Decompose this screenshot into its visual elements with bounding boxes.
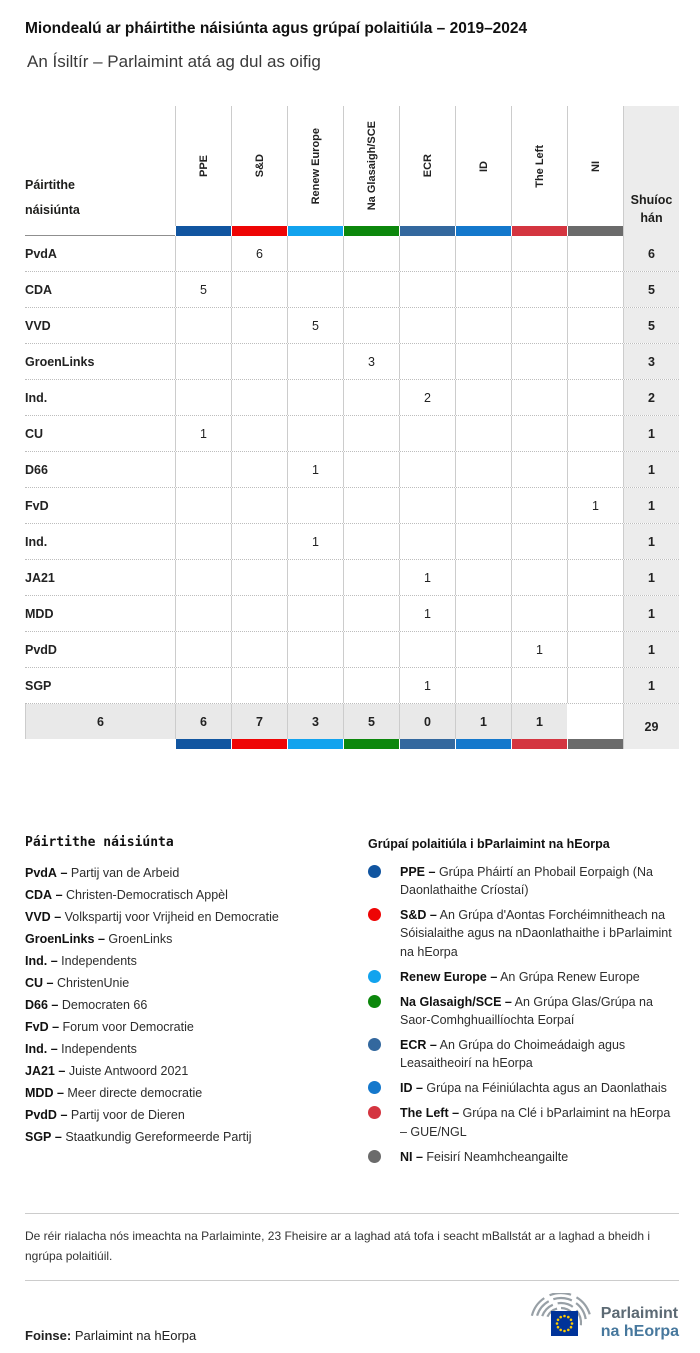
table-row <box>25 380 679 416</box>
cell <box>399 632 455 667</box>
group-color-dot <box>368 970 381 983</box>
table-row <box>25 236 679 272</box>
column-total: 7 <box>231 704 287 739</box>
column-header-ecr: ECR <box>399 106 455 226</box>
column-header-ppe: PPE <box>175 106 231 226</box>
cell <box>567 236 623 271</box>
cell <box>231 596 287 631</box>
totals-row <box>25 704 679 749</box>
cell <box>175 488 231 523</box>
cell <box>567 308 623 343</box>
cell <box>287 596 343 631</box>
group-color-dot <box>368 1038 381 1051</box>
cell <box>343 236 399 271</box>
row-label: Ind. <box>25 390 48 405</box>
legend-groups-heading: Grúpaí polaitiúla i bParlaimint na hEorpa <box>368 837 610 851</box>
legend-parties-heading: Páirtithe náisiúnta <box>25 835 174 850</box>
cell <box>567 452 623 487</box>
group-color-dot <box>368 1106 381 1119</box>
group-color-bar <box>231 739 287 749</box>
group-color-bar <box>455 739 511 749</box>
cell <box>343 668 399 703</box>
cell <box>231 632 287 667</box>
cell: 5 <box>287 308 343 343</box>
cell <box>231 452 287 487</box>
row-total: 1 <box>623 668 679 703</box>
cell: 6 <box>231 236 287 271</box>
cell <box>455 596 511 631</box>
row-label: D66 <box>25 462 48 477</box>
cell: 1 <box>287 524 343 559</box>
cell: 1 <box>399 596 455 631</box>
table-header <box>25 106 679 236</box>
row-total: 2 <box>623 380 679 415</box>
totals-label <box>567 704 623 739</box>
row-label: PvdD <box>25 642 57 657</box>
party-legend-item: D66 – Democraten 66 <box>25 998 148 1012</box>
row-label: CDA <box>25 282 53 297</box>
group-color-bar <box>175 739 231 749</box>
cell <box>175 632 231 667</box>
row-header-line2: náisiúnta <box>25 203 80 217</box>
cell <box>567 272 623 307</box>
column-total: 1 <box>455 704 511 739</box>
cell <box>455 380 511 415</box>
party-legend-item: CDA – Christen-Democratisch Appèl <box>25 888 228 902</box>
cell: 1 <box>399 560 455 595</box>
cell <box>455 524 511 559</box>
row-label: PvdA <box>25 246 57 261</box>
divider <box>25 1213 679 1214</box>
group-color-bar <box>399 226 455 236</box>
row-total: 3 <box>623 344 679 379</box>
column-header-renew: Renew Europe <box>287 106 343 226</box>
cell <box>567 632 623 667</box>
grand-total: 29 <box>623 704 679 749</box>
group-legend-item: S&D – An Grúpa d'Aontas Forchéimnitheach na Sóisialaithe agus na nDaonlathaithe i bParlaimint na hEorpa <box>368 906 679 960</box>
group-legend-item: NI – Feisirí Neamhcheangailte <box>368 1148 679 1166</box>
cell <box>343 308 399 343</box>
table-row <box>25 596 679 632</box>
cell <box>343 596 399 631</box>
cell: 2 <box>399 380 455 415</box>
page-subtitle: An Ísiltír – Parlaimint atá ag dul as oifig <box>27 52 321 71</box>
row-header-line1: Páirtithe <box>25 178 76 192</box>
cell <box>567 344 623 379</box>
cell <box>511 344 567 379</box>
row-total: 1 <box>623 416 679 451</box>
party-legend-item: FvD – Forum voor Democratie <box>25 1020 194 1034</box>
cell <box>343 380 399 415</box>
column-total: 5 <box>343 704 399 739</box>
column-total: 6 <box>175 704 231 739</box>
group-legend-item: PPE – Grúpa Pháirtí an Phobail Eorpaigh (Na Daonlathaithe Críostaí) <box>368 863 679 899</box>
cell: 1 <box>399 668 455 703</box>
group-color-bar <box>399 739 455 749</box>
group-color-bar <box>567 226 623 236</box>
row-label: GroenLinks <box>25 354 95 369</box>
cell <box>287 416 343 451</box>
cell <box>287 632 343 667</box>
row-total: 1 <box>623 596 679 631</box>
cell <box>287 344 343 379</box>
cell <box>455 452 511 487</box>
column-header-sd: S&D <box>231 106 287 226</box>
row-total: 1 <box>623 524 679 559</box>
page-title: Miondealú ar pháirtithe náisiúnta agus grúpaí polaitiúla – 2019–2024 <box>25 20 528 37</box>
cell <box>343 416 399 451</box>
cell <box>287 560 343 595</box>
group-legend-item: The Left – Grúpa na Clé i bParlaimint na hEorpa – GUE/NGL <box>368 1104 679 1140</box>
cell <box>511 272 567 307</box>
table-row <box>25 488 679 524</box>
party-legend-item: GroenLinks – GroenLinks <box>25 932 173 946</box>
table-row <box>25 344 679 380</box>
group-color-dot <box>368 865 381 878</box>
group-color-bar <box>455 226 511 236</box>
cell <box>399 344 455 379</box>
seats-table <box>25 106 679 749</box>
source-line <box>25 1328 196 1353</box>
row-label: MDD <box>25 606 54 621</box>
source-label: Foinse: <box>25 1328 72 1344</box>
party-legend-item: CU – ChristenUnie <box>25 976 130 990</box>
source-value: Parlaimint na hEorpa <box>74 1328 197 1344</box>
group-color-bar <box>343 739 399 749</box>
cell: 1 <box>567 488 623 523</box>
cell <box>287 380 343 415</box>
cell <box>343 272 399 307</box>
group-legend-item: ID – Grúpa na Féiniúlachta agus an Daonlathais <box>368 1079 679 1097</box>
ep-logo <box>523 1293 679 1353</box>
row-total: 1 <box>623 560 679 595</box>
cell <box>175 308 231 343</box>
legends <box>25 835 679 1173</box>
cell <box>231 524 287 559</box>
cell <box>567 560 623 595</box>
cell: 5 <box>175 272 231 307</box>
column-header-id: ID <box>455 106 511 226</box>
cell <box>231 308 287 343</box>
party-legend-item: VVD – Volkspartij voor Vrijheid en Democratie <box>25 910 279 924</box>
cell <box>343 452 399 487</box>
group-color-bar <box>175 226 231 236</box>
column-header-greens: Na Glasaigh/SCE <box>343 106 399 226</box>
cell <box>343 524 399 559</box>
table-row <box>25 668 679 704</box>
column-total: 3 <box>287 704 343 739</box>
party-legend-item: Ind. – Independents <box>25 954 137 968</box>
cell <box>231 416 287 451</box>
cell <box>287 488 343 523</box>
row-total: 5 <box>623 308 679 343</box>
party-legend-item: MDD – Meer directe democratie <box>25 1086 203 1100</box>
table-row <box>25 524 679 560</box>
row-label: SGP <box>25 678 52 693</box>
cell <box>343 488 399 523</box>
cell <box>511 380 567 415</box>
row-label: JA21 <box>25 570 55 585</box>
legend-national-parties <box>25 835 368 1173</box>
group-color-bar <box>287 739 343 749</box>
cell <box>399 452 455 487</box>
footer <box>25 1213 679 1353</box>
cell <box>567 524 623 559</box>
cell <box>455 344 511 379</box>
cell <box>567 416 623 451</box>
cell <box>455 632 511 667</box>
cell <box>399 236 455 271</box>
cell <box>455 236 511 271</box>
column-total: 6 <box>25 704 175 739</box>
party-legend-item: PvdD – Partij voor de Dieren <box>25 1108 185 1122</box>
group-color-dot <box>368 1150 381 1163</box>
footnote: De réir rialacha nós imeachta na Parlaiminte, 23 Fheisire ar a laghad atá tofa i seacht mBallstát ar a laghad a bheidh i ngrúpa polaitiúil. <box>25 1228 651 1263</box>
cell <box>287 272 343 307</box>
row-label: Ind. <box>25 534 48 549</box>
row-total: 1 <box>623 452 679 487</box>
cell <box>175 668 231 703</box>
cell <box>343 632 399 667</box>
cell <box>287 236 343 271</box>
column-total: 1 <box>511 704 567 739</box>
legend-political-groups <box>368 835 679 1173</box>
cell <box>175 380 231 415</box>
cell <box>511 236 567 271</box>
group-color-dot <box>368 995 381 1008</box>
cell <box>343 560 399 595</box>
group-color-bar <box>343 226 399 236</box>
cell <box>175 344 231 379</box>
cell <box>231 272 287 307</box>
table-row <box>25 272 679 308</box>
cell <box>175 452 231 487</box>
cell <box>399 524 455 559</box>
cell <box>399 308 455 343</box>
row-total: 5 <box>623 272 679 307</box>
cell <box>455 308 511 343</box>
row-label: FvD <box>25 498 49 513</box>
cell: 1 <box>175 416 231 451</box>
cell <box>511 596 567 631</box>
cell <box>455 668 511 703</box>
cell <box>231 488 287 523</box>
row-header <box>25 106 175 236</box>
row-label: VVD <box>25 318 51 333</box>
group-color-bar <box>511 226 567 236</box>
cell <box>455 488 511 523</box>
table-row <box>25 632 679 668</box>
cell <box>175 236 231 271</box>
cell <box>175 560 231 595</box>
cell <box>399 272 455 307</box>
cell <box>511 416 567 451</box>
cell <box>175 596 231 631</box>
group-color-bar <box>567 739 623 749</box>
table-row <box>25 452 679 488</box>
table-row <box>25 308 679 344</box>
cell <box>231 560 287 595</box>
column-total: 0 <box>399 704 455 739</box>
cell <box>511 452 567 487</box>
cell <box>399 488 455 523</box>
cell: 1 <box>511 632 567 667</box>
cell <box>511 560 567 595</box>
party-legend-item: SGP – Staatkundig Gereformeerde Partij <box>25 1130 252 1144</box>
group-color-bar <box>511 739 567 749</box>
cell: 3 <box>343 344 399 379</box>
row-label: CU <box>25 426 44 441</box>
seats-column-header: Shuíochán <box>623 106 679 236</box>
cell <box>399 416 455 451</box>
row-total: 1 <box>623 488 679 523</box>
cell <box>231 344 287 379</box>
group-color-dot <box>368 908 381 921</box>
ep-logo-text: Parlaimint na hEorpa <box>600 1304 679 1341</box>
party-legend-item: JA21 – Juiste Antwoord 2021 <box>25 1064 189 1078</box>
group-legend-item: Na Glasaigh/SCE – An Grúpa Glas/Grúpa na Saor-Comhghuaillíochta Eorpaí <box>368 993 679 1029</box>
group-color-dot <box>368 1081 381 1094</box>
cell <box>455 560 511 595</box>
column-header-left: The Left <box>511 106 567 226</box>
table-row <box>25 560 679 596</box>
cell <box>231 668 287 703</box>
group-legend-item: Renew Europe – An Grúpa Renew Europe <box>368 968 679 986</box>
cell <box>567 380 623 415</box>
cell <box>567 668 623 703</box>
group-color-bar <box>287 226 343 236</box>
party-legend-item: PvdA – Partij van de Arbeid <box>25 866 180 880</box>
cell <box>511 668 567 703</box>
row-total: 6 <box>623 236 679 271</box>
cell <box>287 668 343 703</box>
group-color-bar <box>231 226 287 236</box>
cell: 1 <box>287 452 343 487</box>
group-legend-item: ECR – An Grúpa do Choimeádaigh agus Leasaitheoirí na hEorpa <box>368 1036 679 1072</box>
row-total: 1 <box>623 632 679 667</box>
party-legend-item: Ind. – Independents <box>25 1042 137 1056</box>
ep-hemicycle-icon <box>523 1293 595 1353</box>
table-row <box>25 416 679 452</box>
cell <box>567 596 623 631</box>
cell <box>511 524 567 559</box>
cell <box>175 524 231 559</box>
cell <box>231 380 287 415</box>
column-header-ni: NI <box>567 106 623 226</box>
divider <box>25 1280 679 1281</box>
cell <box>455 272 511 307</box>
cell <box>455 416 511 451</box>
cell <box>511 308 567 343</box>
cell <box>511 488 567 523</box>
